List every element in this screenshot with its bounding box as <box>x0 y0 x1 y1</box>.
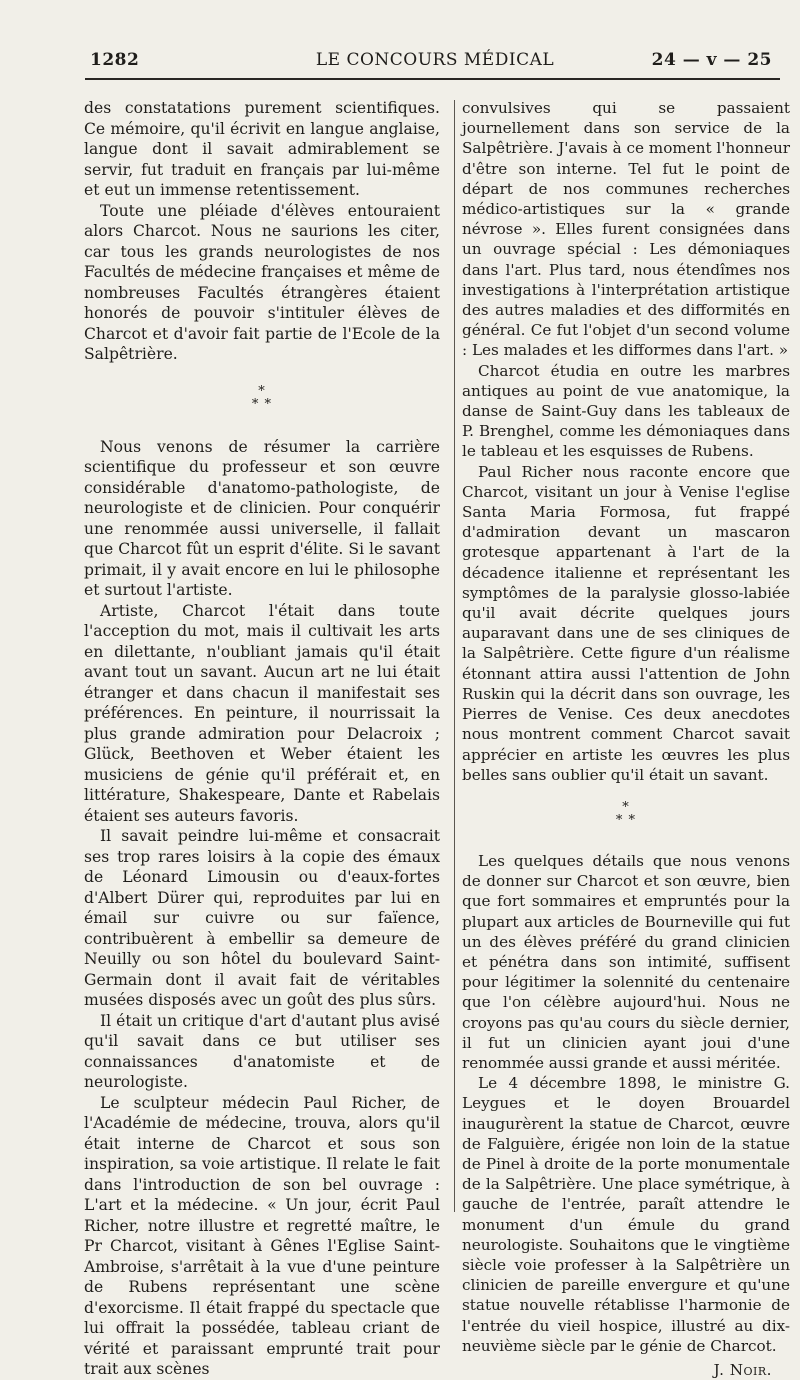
paragraph: Il savait peindre lui-même et consacrait ses trop rares loisirs à la copie des émaux de Léonard Limousin ou d'eaux-fortes d'Albert Dürer qui, reproduites par lui en émail sur cuivre ou sur faïence, contribuèrent à embellir sa demeure de Neuilly ou son hôtel du boulevard Saint-Germain dont il avait fait de véritables musées disposés avec un goût des plus sûrs. <box>84 827 440 1009</box>
running-header <box>90 50 780 78</box>
paragraph: Nous venons de résumer la carrière scientifique du professeur et son œuvre considérable d'anatomo-pathologiste, de neurologiste et de clinicien. Pour conquérir une renommée aussi universelle, il fallait que Charcot fût un esprit d'élite. Si le savant primait, il y avait encore en lui le philosophe et surtout l'artiste. <box>84 437 440 599</box>
section-separator: * * * <box>251 383 273 412</box>
right-column <box>462 98 790 1380</box>
paragraph: convulsives qui se passaient journellement dans son service de la Salpêtrière. J'avais à ce moment l'honneur d'être son interne. Tel fut le point de départ de nos communes recherches médico-artistiques sur la « grande névrose ». Elles furent consignées dans un ouvrage spécial : Les démoniaques dans l'art. Plus tard, nous étendîmes nos investigations à l'interprétation artistique des autres maladies et des difformités en général. Ce fut l'objet d'un second volume : Les malades et les difformes dans l'art. » <box>462 99 790 360</box>
column-divider <box>454 100 455 1212</box>
paragraph: Le sculpteur médecin Paul Richer, de l'Académie de médecine, trouva, alors qu'il était interne de Charcot et sous son inspiration, sa voie artistique. Il relate le fait dans l'introduction de son bel ouvrage : L'art et la médecine. « Un jour, écrit Paul Richer, notre illustre et regretté maître, le Pr Charcot, visitant à Gênes l'Eglise Saint-Ambroise, s'arrêtait à la vue d'une peinture de Rubens représentant une scène d'exorcisme. Il était frappé du spectacle que lui offrait la possédée, tableau criant de vérité et paraissant emprunté trait pour trait aux scènes <box>84 1093 440 1378</box>
paragraph: Toute une pléiade d'élèves entouraient alors Charcot. Nous ne saurions les citer, car tous les grands neurologistes de nos Facultés de médecine françaises et même de nombreuses Facultés étrangères étaient honorés de pouvoir s'intituler élèves de Charcot et d'avoir fait partie de l'Ecole de la Salpêtrière. <box>84 201 440 363</box>
paragraph: Les quelques détails que nous venons de donner sur Charcot et son œuvre, bien que fort sommaires et empruntés pour la plupart aux articles de Bourneville qui fut un des élèves préféré du grand clinicien et pénétra dans son intimité, suffisent pour légitimer la solennité du centenaire que l'on célèbre aujourd'hui. Nous ne croyons pas qu'au cours du siècle dernier, il fut un clinicien ayant joui d'une renommée aussi grande et aussi méritée. <box>462 851 790 1072</box>
paragraph: des constatations purement scientifiques. Ce mémoire, qu'il écrivit en langue anglaise, langue dont il savait admirablement se servir, fut traduit en français par lui-même et eut un immense retentissement. <box>84 99 440 199</box>
author-signature: J. Noir. <box>713 1360 772 1379</box>
paragraph: Artiste, Charcot l'était dans toute l'acception du mot, mais il cultivait les arts en dilettante, n'oubliant jamais qu'il était avant tout un savant. Aucun art ne lui était étranger et dans chacun il manifestait ses préférences. En peinture, il nourrissait la plus grande admiration pour Delacroix ; Glück, Beethoven et Weber étaient les musiciens de génie qu'il préférait et, en littérature, Shakespeare, Dante et Rabelais étaient ses auteurs favoris. <box>84 601 440 825</box>
journal-title: LE CONCOURS MÉDICAL <box>315 50 555 70</box>
issue-date: 24 — v — 25 <box>651 50 772 70</box>
paragraph: Charcot étudia en outre les marbres antiques au point de vue anatomique, la danse de Saint-Guy dans les tableaux de P. Brenghel, comme les démoniaques dans le tableau et les esquisses de Rubens. <box>462 361 790 461</box>
page-number: 1282 <box>90 50 140 70</box>
section-separator: * * * <box>615 799 637 828</box>
left-column <box>84 98 440 1380</box>
paragraph: Paul Richer nous raconte encore que Charcot, visitant un jour à Venise l'eglise Santa Maria Formosa, fut frappé d'admiration devant un mascaron grotesque appartenant à l'art de la décadence italienne et représentant les symptômes de la paralysie glosso-labiée qu'il avait décrite quelques jours auparavant dans une de ses cliniques de la Salpêtrière. Cette figure d'un réalisme étonnant attira aussi l'attention de John Ruskin qui la décrit dans son ouvrage, les Pierres de Venise. Ces deux anecdotes nous montrent comment Charcot savait apprécier en artiste les œuvres les plus belles sans oublier qu'il était un savant. <box>462 462 790 784</box>
paragraph: Il était un critique d'art d'autant plus avisé qu'il savait dans ce but utiliser ses connaissances d'anatomiste et de neurologiste. <box>84 1011 440 1091</box>
header-rule <box>85 78 780 80</box>
paragraph: Le 4 décembre 1898, le ministre G. Leygues et le doyen Brouardel inaugurèrent la statue de Charcot, œuvre de Falguière, érigée non loin de la statue de Pinel à droite de la porte monumentale de la Salpêtrière. Une place symétrique, à gauche de l'entrée, paraît attendre le monument d'un émule du grand neurologiste. Souhaitons que le vingtième siècle voie professer à la Salpêtrière un clinicien de pareille envergure et qu'une statue nouvelle rétablisse l'harmonie de l'entrée du vieil hospice, illustré au dix-neuvième siècle par le génie de Charcot. <box>462 1074 790 1355</box>
